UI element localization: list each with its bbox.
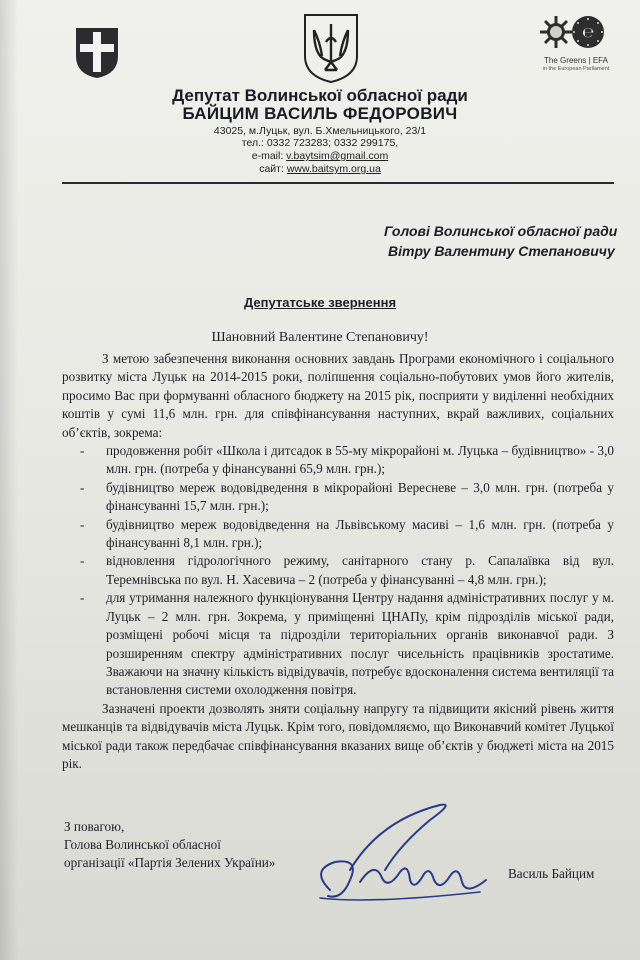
svg-text:℮: ℮ — [582, 25, 594, 41]
closing-block — [64, 818, 275, 872]
letterhead-email-row — [0, 150, 640, 162]
handwritten-signature — [290, 800, 490, 910]
trident-coat-of-arms-icon — [302, 12, 360, 84]
intro-paragraph: З метою забезпечення виконання основних завдань Програми економічного і соціального розвитку міста Луцьк на 2014-2015 роки, поліпшення соціально-побутових умов його жителів, просимо Вас при формуванні обласного бюджету на 2015 рік, посприяти у виділенні необхідних коштів у сумі 11,6 млн. грн. для співфінансування наступних, вкрай важливих, соціальних об’єктів, зокрема: — [62, 351, 614, 440]
letterhead-phone: тел.: 0332 723283; 0332 299175, — [241, 137, 399, 149]
list-item: - продовження робіт «Школа і дитсадок в 55-му мікрорайоні м. Луцька – будівництво» - 3,0 млн. грн. (потреба у фінансуванні 65,9 млн. грн.); — [92, 442, 614, 479]
email-link[interactable]: v.baytsim@gmail.com — [286, 150, 389, 162]
letterhead-divider — [62, 182, 614, 184]
list-item: - будівництво мереж водовідведення на Львівському масиві – 1,6 млн. грн. (потреба у фінансуванні 8,1 млн. грн.); — [92, 516, 614, 553]
conclusion-paragraph: Зазначені проекти дозволять зняти соціальну напругу та підвищити якісний рівень життя мешканців та відвідувачів міста Луцьк. Крім того, повідомляємо, що Виконавчий комітет Луцької міської ради також передбачає співфінансування вказаних вище об’єктів у бюджеті міста на 2015 рік. — [62, 700, 614, 771]
signer-name: Василь Байцим — [508, 866, 595, 881]
closing-position-line1: Голова Волинської обласної — [64, 837, 221, 852]
list-item: - будівництво мереж водовідведення в мікрорайоні Вересневе – 3,0 млн. грн. (потреба у фінансуванні 15,7 млн. грн.); — [92, 479, 614, 516]
addressee-name: Вітру Валентину Степановичу — [388, 243, 615, 259]
document-title: Депутатське звернення — [243, 295, 397, 310]
list-item: - відновлення гідрологічного режиму, санітарного стану р. Сапалаївка від вул. Теремнівська по вул. Н. Хасевича – 2 (потреба у фінансуванні – 4,8 млн. грн.); — [92, 552, 614, 589]
addressee-title: Голові Волинської обласної ради — [384, 223, 618, 239]
closing-position-line2: організації «Партія Зелених України» — [64, 855, 276, 870]
cross-shield-icon — [74, 26, 120, 80]
list-item: - для утримання належного функціонування Центру надання адміністративних послуг у м. Луцьк – 2 млн. грн. Зокрема, у приміщенні ЦНАПу, крім підрозділів міської ради, розміщені робочі місця та підрозділи територіальних органів виконавчої ради. З розширенням спектру адміністративних послуг чисельність працівників зростатиме. Зважаючи на значну кількість відвідувачів, потребує вдосконалення система вентиляції та встановлення системи охолодження повітря. — [92, 589, 614, 699]
email-label: e-mail: — [251, 150, 287, 162]
letterhead-site-row — [0, 163, 640, 175]
closing-regards: З повагою, — [64, 819, 125, 834]
site-label: сайт: — [259, 163, 287, 175]
letterhead-title: Депутат Волинської обласної ради — [172, 86, 468, 105]
salutation: Шановний Валентине Степановичу! — [211, 330, 429, 345]
greens-efa-caption — [536, 56, 616, 74]
greens-efa-subtext: in the European Parliament — [542, 66, 610, 72]
letterhead-address: 43025, м.Луцьк, вул. Б.Хмельницького, 23/1 — [213, 125, 427, 137]
site-link[interactable]: www.baitsym.org.ua — [286, 163, 381, 175]
letter-body — [62, 350, 614, 773]
letterhead-name: БАЙЦИМ ВАСИЛЬ ФЕДОРОВИЧ — [182, 104, 458, 123]
project-list — [62, 442, 614, 700]
greens-efa-name: The Greens | EFA — [544, 56, 608, 65]
